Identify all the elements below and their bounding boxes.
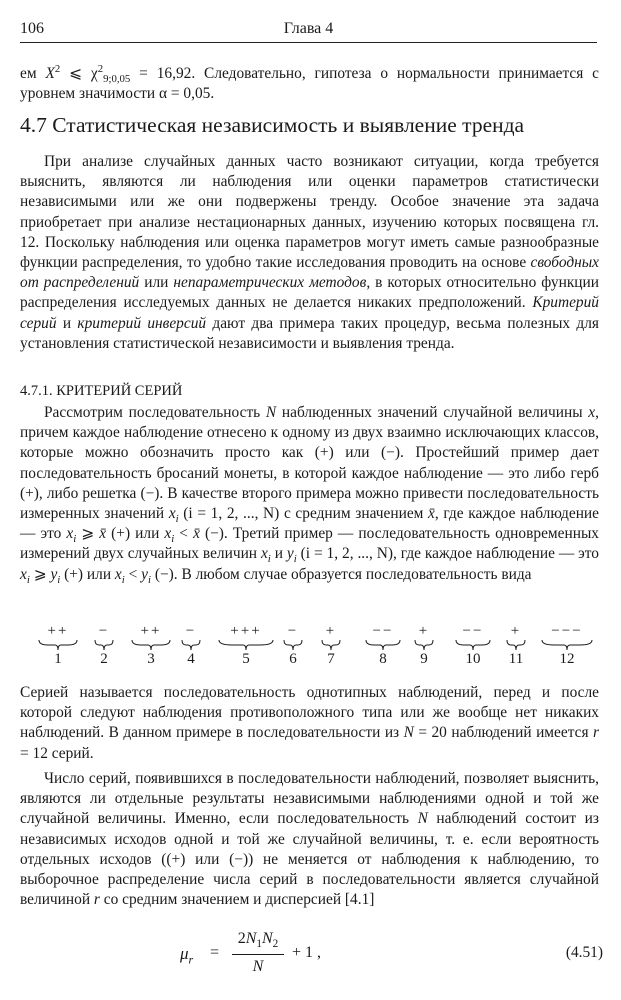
- paragraph-runs-definition: Рассмотрим последовательность N наблюденных значений случайной величины x, причем каждое наблюдение отнесено к одному из двух взаимно исключающих классов, которые можно обозначить просто как (+) или (−). Простейший пример дает последовательность бросаний монеты, в которой каждое наблюдение — это либо герб (+), либо решетка (−). В качестве второго примера можно привести последовательность измеренных значений $x_i$ (i = 1, 2, ..., N) с средним значением x̄, где каждое наблюдение — это $x_i$ ⩾ x̄ (+) или $x_i$ < x̄ (−). Третий пример — последовательность одновременных измерений двух случайных величин $x_i$ и $y_i$ (i = 1, 2, ..., N), где каждое наблюдение — это $x_i$ ⩾ $y_i$ (+) или $x_i < y_i$ (−). В любом случае образуется последовательность вида: [20, 404, 600, 586]
- section-heading: 4.7 Статистическая независимость и выявление тренда: [20, 113, 525, 137]
- run-4: [181, 623, 201, 667]
- run-number: 5: [242, 651, 250, 667]
- run-number: 4: [187, 651, 195, 667]
- run-number: 2: [100, 651, 108, 667]
- paragraph-intro-trend: При анализе случайных данных часто возникают ситуации, когда требуется выяснить, являются ли наблюдения или оценки параметров статистически независимыми или же они подвержены тренду. Особое значение эта задача приобретает при анализе нестационарных данных, изучению которых посвящена гл. 12. Поскольку наблюдения или оценка параметров могут иметь самые разнообразные функции распределения, то удобно такие исследования проводить на основе свободных от распределений или непараметрических методов, в которых относительно функции распределения исследуемых данных не делается никаких предположений. Критерий серий и критерий инверсий дают два примера таких процедур, весьма полезных для установления статистической независимости и выявления тренда.: [20, 153, 600, 352]
- run-signs: +: [418, 623, 430, 639]
- runs-sequence: [28, 623, 598, 673]
- brace-icon: [455, 639, 491, 651]
- brace-icon: [218, 639, 274, 651]
- run-number: 6: [289, 651, 297, 667]
- chapter-title: Глава 4: [283, 20, 334, 37]
- brace-icon: [506, 639, 526, 651]
- paragraph-series-definition: Серией называется последовательность однотипных наблюдений, перед и после которой следуют наблюдения противоположного типа или же вообще нет никаких наблюдений. В данном примере в последовательности из N = 20 наблюдений имеется r = 12 серий.: [20, 684, 600, 762]
- run-signs: −−: [462, 623, 484, 639]
- run-7: [321, 623, 341, 667]
- run-number: 7: [327, 651, 335, 667]
- run-signs: −: [287, 623, 299, 639]
- run-8: [365, 623, 401, 667]
- run-12: [541, 623, 593, 667]
- run-signs: ++: [47, 623, 69, 639]
- run-number: 12: [559, 651, 575, 667]
- run-signs: ++: [140, 623, 162, 639]
- brace-icon: [414, 639, 434, 651]
- page-header: [20, 16, 597, 43]
- brace-icon: [365, 639, 401, 651]
- brace-icon: [131, 639, 171, 651]
- run-11: [506, 623, 526, 667]
- run-signs: −−−: [551, 623, 583, 639]
- equation-4-51: $\mu_r$ = $2N_1N_2$ N + 1 ,: [180, 930, 322, 975]
- run-number: 9: [420, 651, 428, 667]
- run-number: 3: [147, 651, 155, 667]
- run-number: 1: [54, 651, 62, 667]
- run-2: [94, 623, 114, 667]
- run-signs: −: [185, 623, 197, 639]
- brace-icon: [38, 639, 78, 651]
- run-9: [414, 623, 434, 667]
- run-signs: +: [325, 623, 337, 639]
- brace-icon: [541, 639, 593, 651]
- run-signs: +: [510, 623, 522, 639]
- run-5: [218, 623, 274, 667]
- brace-icon: [283, 639, 303, 651]
- run-number: 8: [379, 651, 387, 667]
- intro-paragraph: ем $X^2$ ⩽ $\chi^2_{9;0,05} = 16,92$. Следовательно, гипотеза о нормальности принимается с уровнем значимости α = 0,05.: [20, 62, 600, 103]
- run-signs: −−: [372, 623, 394, 639]
- subsection-heading: 4.7.1. КРИТЕРИЙ СЕРИЙ: [20, 383, 183, 399]
- run-1: [38, 623, 78, 667]
- run-signs: −: [98, 623, 110, 639]
- run-number: 11: [508, 651, 524, 667]
- paragraph-runs-count: Число серий, появившихся в последовательности наблюдений, позволяет выяснить, являются ли отдельные результаты независимыми наблюдениями одной и той же случайной величины. Именно, если последовательность N наблюдений состоит из независимых исходов одной и той же случайной величины, т. е. если вероятность отдельных исходов ((+) или (−)) не меняется от наблюдения к наблюдению, то выборочное распределение числа серий в последовательности является случайной величиной r со средним значением и дисперсией [4.1]: [20, 770, 599, 909]
- run-signs: +++: [230, 623, 262, 639]
- run-3: [131, 623, 171, 667]
- brace-icon: [94, 639, 114, 651]
- run-6: [283, 623, 303, 667]
- run-number: 10: [465, 651, 481, 667]
- brace-icon: [181, 639, 201, 651]
- run-10: [455, 623, 491, 667]
- brace-icon: [321, 639, 341, 651]
- equation-number: (4.51): [565, 944, 603, 961]
- page-number: 106: [20, 20, 44, 37]
